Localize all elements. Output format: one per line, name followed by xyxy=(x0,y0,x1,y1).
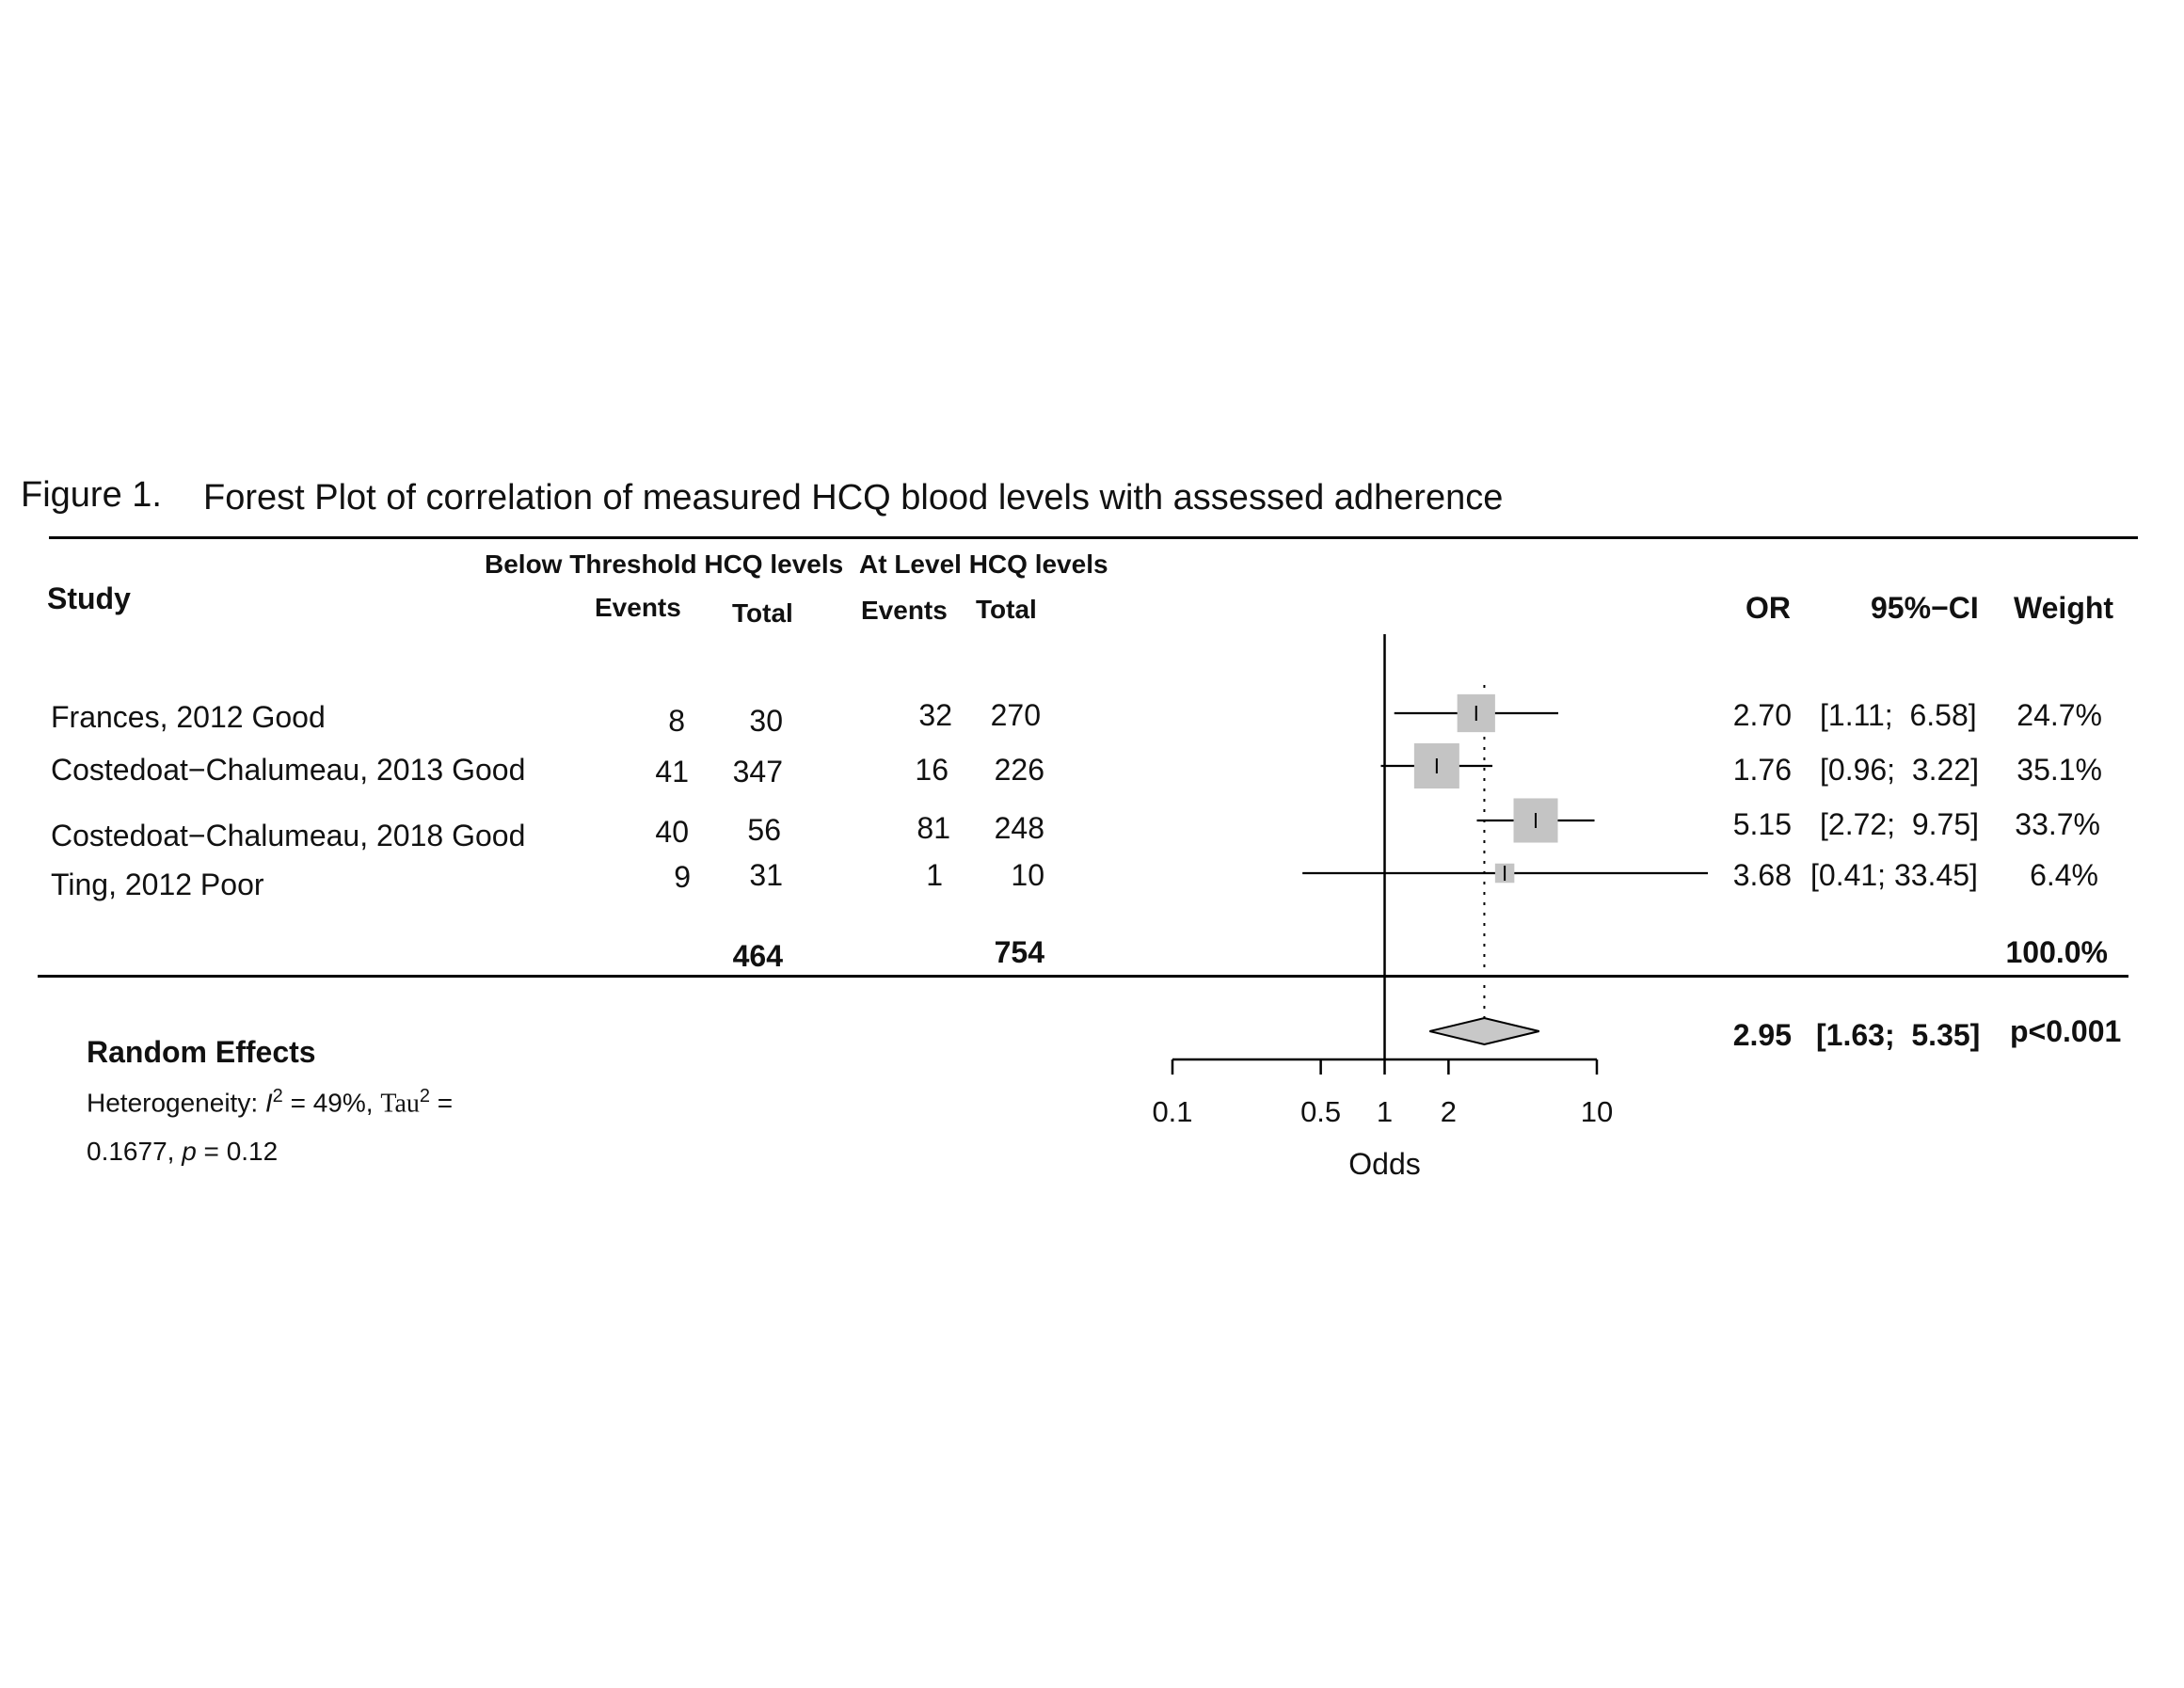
below-events: 41 xyxy=(655,755,689,788)
header-study: Study xyxy=(47,581,131,615)
het-line2-b: = 0.12 xyxy=(196,1137,279,1166)
ci-value: [1.11; 6.58] xyxy=(1820,698,1977,732)
header-at-events: Events xyxy=(861,596,948,625)
at-total: 270 xyxy=(990,698,1041,732)
ci-value: [0.41; 33.45] xyxy=(1810,858,1978,892)
or-value: 1.76 xyxy=(1732,753,1792,787)
header-weight: Weight xyxy=(2014,591,2114,625)
or-value: 2.70 xyxy=(1732,698,1792,732)
pooled-diamond xyxy=(1429,1018,1538,1044)
or-value: 5.15 xyxy=(1732,807,1792,841)
het-i: I xyxy=(264,1088,273,1118)
het-mid: = 49%, xyxy=(282,1088,381,1118)
below-total: 31 xyxy=(749,858,783,892)
study-name: Ting, 2012 Poor xyxy=(51,868,264,901)
het-i-sup: 2 xyxy=(272,1086,283,1107)
below-total: 56 xyxy=(747,813,781,847)
het-p: p xyxy=(182,1137,197,1166)
x-tick-label: 10 xyxy=(1580,1095,1614,1128)
total-weight: 100.0% xyxy=(2005,935,2108,969)
header-group-below: Below Threshold HCQ levels xyxy=(485,549,844,579)
weight-value: 6.4% xyxy=(2030,858,2098,892)
ci-value: [0.96; 3.22] xyxy=(1820,753,1980,787)
below-events: 40 xyxy=(655,815,689,849)
at-events: 1 xyxy=(926,858,943,892)
het-prefix: Heterogeneity: xyxy=(87,1088,265,1118)
study-name: Costedoat−Chalumeau, 2018 Good xyxy=(51,819,526,852)
below-total: 347 xyxy=(732,755,783,788)
x-tick-label: 1 xyxy=(1376,1095,1394,1128)
header-or: OR xyxy=(1746,591,1791,625)
at-events: 32 xyxy=(918,698,952,732)
het-eq: = xyxy=(430,1088,454,1118)
random-effects-ci: [1.63; 5.35] xyxy=(1816,1018,1981,1052)
weight-value: 24.7% xyxy=(2017,698,2102,732)
below-total: 30 xyxy=(749,704,783,738)
ci-value: [2.72; 9.75] xyxy=(1820,807,1980,841)
het-tau: Tau xyxy=(380,1089,420,1119)
at-total: 10 xyxy=(1011,858,1044,892)
header-below-total: Total xyxy=(732,598,793,628)
weight-value: 33.7% xyxy=(2015,807,2100,841)
het-line2-a: 0.1677, xyxy=(87,1137,183,1166)
study-name: Costedoat−Chalumeau, 2013 Good xyxy=(51,753,526,787)
random-effects-or: 2.95 xyxy=(1732,1018,1792,1052)
het-tau-sup: 2 xyxy=(419,1086,431,1107)
header-ci: 95%−CI xyxy=(1871,591,1979,625)
at-total: 226 xyxy=(994,753,1044,787)
random-effects-p: p<0.001 xyxy=(2010,1014,2122,1048)
x-tick-label: 0.1 xyxy=(1152,1095,1193,1128)
below-events: 9 xyxy=(674,860,691,894)
x-tick-label: 0.5 xyxy=(1300,1095,1342,1128)
weight-value: 35.1% xyxy=(2017,753,2102,787)
or-value: 3.68 xyxy=(1732,858,1792,892)
below-events: 8 xyxy=(668,704,685,738)
total-at: 754 xyxy=(994,935,1044,969)
total-below: 464 xyxy=(732,939,783,973)
header-below-events: Events xyxy=(595,593,681,622)
at-events: 16 xyxy=(915,753,949,787)
x-tick-label: 2 xyxy=(1440,1095,1458,1128)
at-events: 81 xyxy=(917,811,950,845)
at-total: 248 xyxy=(994,811,1044,845)
study-name: Frances, 2012 Good xyxy=(51,700,326,734)
header-at-total: Total xyxy=(976,595,1037,624)
figure-label: Figure 1. xyxy=(21,475,162,515)
random-effects-label: Random Effects xyxy=(87,1035,316,1069)
header-group-at: At Level HCQ levels xyxy=(859,549,1108,579)
figure-title: Forest Plot of correlation of measured HCQ blood levels with assessed adherence xyxy=(203,478,1504,518)
x-axis-label: Odds xyxy=(1348,1147,1421,1181)
